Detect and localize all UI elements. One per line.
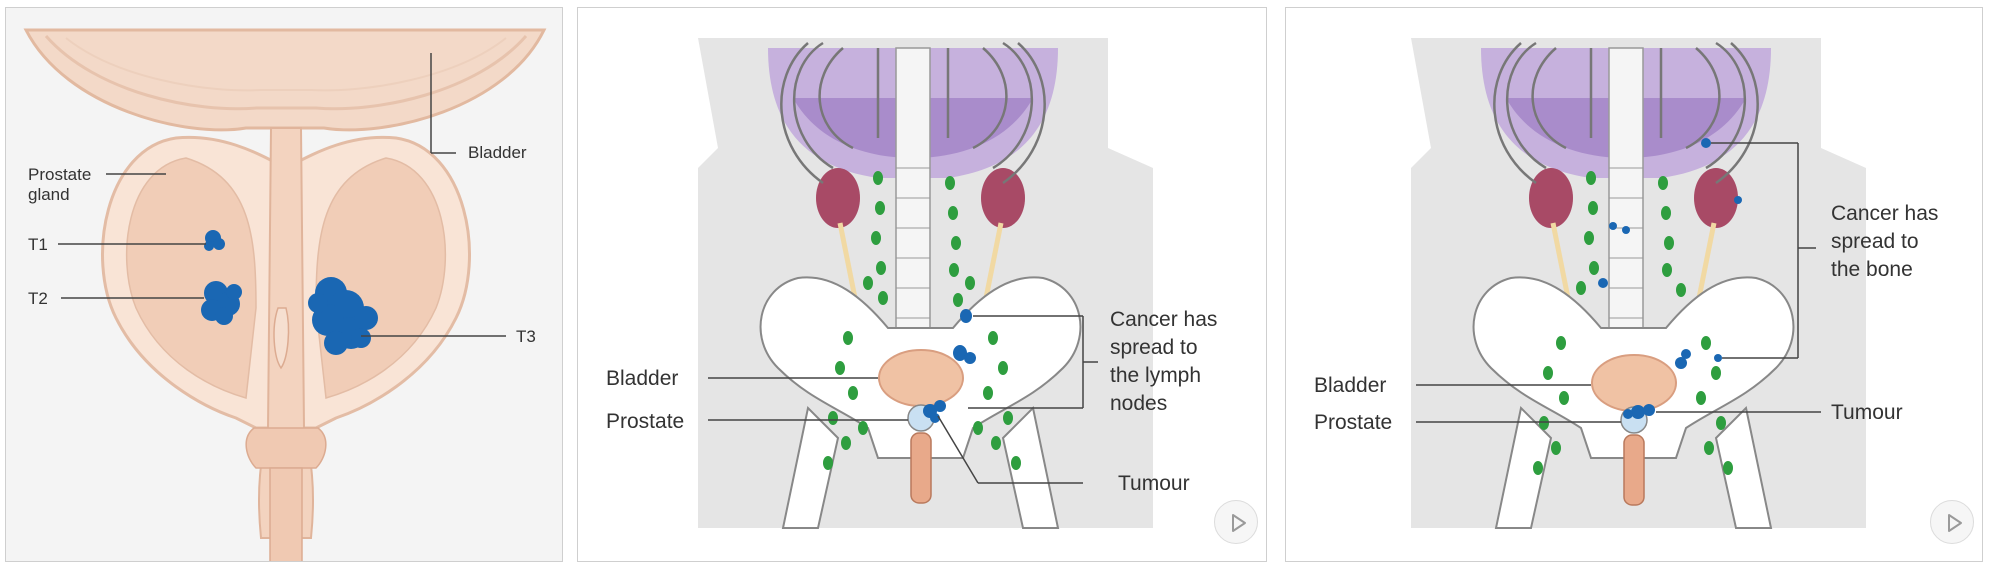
label-tumour: Tumour: [1831, 401, 1903, 424]
lymph-spread-diagram: [578, 8, 1267, 562]
spine: [1609, 48, 1643, 338]
label-t1: T1: [28, 235, 48, 254]
label-bladder: Bladder: [1314, 374, 1387, 397]
label-prostate-gland-1: Prostate: [28, 165, 92, 184]
spine: [896, 48, 930, 338]
play-icon: [1931, 501, 1975, 545]
label-prostate-gland-2: gland: [28, 185, 70, 204]
prostate-stages-diagram: [6, 8, 563, 562]
label-bladder: Bladder: [606, 367, 679, 390]
panel-lymph-node-spread: [577, 7, 1267, 562]
panel-bone-spread: [1285, 7, 1983, 562]
label-bladder: Bladder: [468, 143, 527, 162]
label-t2: T2: [28, 289, 48, 308]
kidney-right: [1694, 168, 1738, 228]
label-spread-1: Cancer has: [1110, 308, 1218, 331]
label-prostate: Prostate: [606, 410, 685, 433]
bone-spread-diagram: [1286, 8, 1983, 562]
play-button[interactable]: [1214, 500, 1258, 544]
bladder-organ: [879, 350, 963, 406]
label-prostate: Prostate: [1314, 411, 1393, 434]
label-spread-4: nodes: [1110, 392, 1168, 415]
label-spread-1: Cancer has: [1831, 202, 1939, 225]
label-spread-2: spread to: [1110, 336, 1198, 359]
kidney-left: [1529, 168, 1573, 228]
bladder-organ: [1592, 355, 1676, 411]
play-icon: [1215, 501, 1259, 545]
panel-tumour-stages: [5, 7, 563, 562]
kidney-left: [816, 168, 860, 228]
kidney-right: [981, 168, 1025, 228]
label-spread-3: the lymph: [1110, 364, 1202, 387]
play-button[interactable]: [1930, 500, 1974, 544]
label-spread-2: spread to: [1831, 230, 1919, 253]
label-t3: T3: [516, 327, 536, 346]
label-tumour: Tumour: [1118, 472, 1190, 495]
label-spread-3: the bone: [1831, 258, 1913, 281]
